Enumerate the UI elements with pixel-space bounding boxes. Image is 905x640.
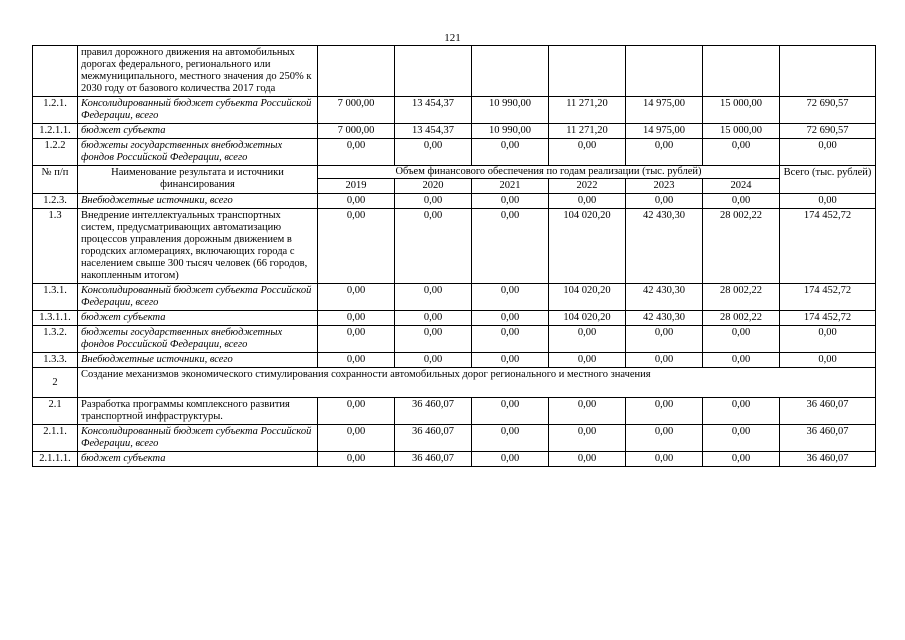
section-title: Создание механизмов экономического стимулирования сохранности автомобильных дорог регионального и местного значения — [78, 368, 876, 398]
row-value: 36 460,07 — [395, 452, 472, 467]
row-name: Консолидированный бюджет субъекта Российской Федерации, всего — [78, 425, 318, 452]
row-value: 0,00 — [472, 139, 549, 166]
row-value — [549, 46, 626, 97]
row-value: 0,00 — [703, 326, 780, 353]
row-value: 28 002,22 — [703, 209, 780, 284]
row-value: 14 975,00 — [626, 124, 703, 139]
row-value: 36 460,07 — [395, 425, 472, 452]
row-value: 104 020,20 — [549, 209, 626, 284]
header-num: № п/п — [33, 166, 78, 194]
header-year: 2022 — [549, 179, 626, 194]
row-total: 36 460,07 — [780, 452, 876, 467]
row-number: 2.1.1.1. — [33, 452, 78, 467]
row-total: 36 460,07 — [780, 398, 876, 425]
row-name: Консолидированный бюджет субъекта Российской Федерации, всего — [78, 284, 318, 311]
row-total: 174 452,72 — [780, 209, 876, 284]
table-row — [33, 46, 876, 97]
row-value: 0,00 — [318, 284, 395, 311]
row-value: 0,00 — [549, 194, 626, 209]
row-value: 0,00 — [549, 353, 626, 368]
row-value: 13 454,37 — [395, 124, 472, 139]
row-name: бюджеты государственных внебюджетных фондов Российской Федерации, всего — [78, 326, 318, 353]
row-total: 72 690,57 — [780, 97, 876, 124]
row-value: 0,00 — [549, 398, 626, 425]
row-value: 10 990,00 — [472, 97, 549, 124]
row-value: 0,00 — [472, 311, 549, 326]
header-year: 2023 — [626, 179, 703, 194]
row-value: 0,00 — [703, 398, 780, 425]
row-value: 42 430,30 — [626, 311, 703, 326]
row-total: 0,00 — [780, 326, 876, 353]
row-value: 0,00 — [703, 194, 780, 209]
table-row — [33, 398, 876, 425]
row-total: 36 460,07 — [780, 425, 876, 452]
row-value — [703, 46, 780, 97]
row-name: бюджеты государственных внебюджетных фондов Российской Федерации, всего — [78, 139, 318, 166]
row-number: 1.3.2. — [33, 326, 78, 353]
row-total: 0,00 — [780, 139, 876, 166]
row-value — [318, 46, 395, 97]
header-group: Объем финансового обеспечения по годам реализации (тыс. рублей) — [318, 166, 780, 179]
row-name: Внебюджетные источники, всего — [78, 353, 318, 368]
row-total — [780, 46, 876, 97]
row-value: 0,00 — [318, 139, 395, 166]
table-row — [33, 311, 876, 326]
row-value: 0,00 — [626, 425, 703, 452]
row-number: 2.1 — [33, 398, 78, 425]
header-year: 2020 — [395, 179, 472, 194]
table-row — [33, 452, 876, 467]
row-value: 0,00 — [626, 194, 703, 209]
row-value: 0,00 — [318, 425, 395, 452]
row-name: Внедрение интеллектуальных транспортных систем, предусматривающих автоматизацию процессов управления дорожным движением в городских агломерациях, включающих города с населением свыше 300 тысяч человек (66 городов, накопленным итогом) — [78, 209, 318, 284]
budget-table — [32, 45, 876, 467]
row-number: 1.3.1.1. — [33, 311, 78, 326]
row-value: 0,00 — [549, 452, 626, 467]
row-value: 0,00 — [472, 398, 549, 425]
row-value: 42 430,30 — [626, 209, 703, 284]
row-value: 0,00 — [395, 209, 472, 284]
header-row-1 — [33, 166, 876, 179]
row-value: 11 271,20 — [549, 124, 626, 139]
header-year: 2021 — [472, 179, 549, 194]
row-value: 0,00 — [318, 398, 395, 425]
row-number: 1.3 — [33, 209, 78, 284]
row-value: 0,00 — [472, 353, 549, 368]
row-value: 0,00 — [472, 425, 549, 452]
header-total: Всего (тыс. рублей) — [780, 166, 876, 194]
row-value: 13 454,37 — [395, 97, 472, 124]
table-row — [33, 353, 876, 368]
row-value: 0,00 — [395, 326, 472, 353]
row-value: 0,00 — [626, 398, 703, 425]
table-row — [33, 139, 876, 166]
row-value: 0,00 — [626, 353, 703, 368]
row-value: 0,00 — [318, 209, 395, 284]
row-value: 15 000,00 — [703, 97, 780, 124]
row-value: 0,00 — [395, 311, 472, 326]
row-value: 0,00 — [318, 452, 395, 467]
row-value: 0,00 — [549, 139, 626, 166]
row-name: бюджет субъекта — [78, 452, 318, 467]
row-number: 1.2.2 — [33, 139, 78, 166]
table-row — [33, 326, 876, 353]
table-header — [33, 166, 876, 194]
section-number: 2 — [33, 368, 78, 398]
row-value: 104 020,20 — [549, 311, 626, 326]
row-total: 174 452,72 — [780, 284, 876, 311]
row-total: 174 452,72 — [780, 311, 876, 326]
row-value: 11 271,20 — [549, 97, 626, 124]
row-value: 0,00 — [703, 139, 780, 166]
table-row — [33, 284, 876, 311]
table-row — [33, 194, 876, 209]
row-name: бюджет субъекта — [78, 124, 318, 139]
row-value: 7 000,00 — [318, 124, 395, 139]
row-value — [626, 46, 703, 97]
row-value: 0,00 — [318, 353, 395, 368]
row-number: 2.1.1. — [33, 425, 78, 452]
section-row — [33, 368, 876, 398]
row-value: 0,00 — [395, 284, 472, 311]
row-value: 0,00 — [395, 194, 472, 209]
row-number: 1.2.1. — [33, 97, 78, 124]
row-value: 0,00 — [472, 209, 549, 284]
row-value: 0,00 — [703, 425, 780, 452]
row-value: 0,00 — [703, 353, 780, 368]
table-body-bottom — [33, 194, 876, 368]
table-body-final — [33, 398, 876, 467]
row-value: 0,00 — [472, 326, 549, 353]
row-name: Внебюджетные источники, всего — [78, 194, 318, 209]
row-value: 0,00 — [626, 139, 703, 166]
row-value: 0,00 — [626, 326, 703, 353]
row-value: 0,00 — [472, 452, 549, 467]
row-value: 0,00 — [472, 284, 549, 311]
row-value: 0,00 — [472, 194, 549, 209]
row-value: 14 975,00 — [626, 97, 703, 124]
row-number: 1.2.1.1. — [33, 124, 78, 139]
row-number: 1.2.3. — [33, 194, 78, 209]
row-value — [395, 46, 472, 97]
row-total: 0,00 — [780, 194, 876, 209]
row-value: 15 000,00 — [703, 124, 780, 139]
header-year: 2019 — [318, 179, 395, 194]
row-value: 0,00 — [549, 425, 626, 452]
row-number — [33, 46, 78, 97]
row-value: 0,00 — [318, 194, 395, 209]
table-row — [33, 124, 876, 139]
table-row — [33, 425, 876, 452]
row-value: 10 990,00 — [472, 124, 549, 139]
header-year: 2024 — [703, 179, 780, 194]
row-value: 36 460,07 — [395, 398, 472, 425]
table-row — [33, 209, 876, 284]
row-value: 0,00 — [703, 452, 780, 467]
table-row — [33, 97, 876, 124]
row-value: 28 002,22 — [703, 284, 780, 311]
row-total: 0,00 — [780, 353, 876, 368]
section-body — [33, 368, 876, 398]
row-value: 0,00 — [549, 326, 626, 353]
row-value: 0,00 — [395, 353, 472, 368]
row-value: 0,00 — [318, 311, 395, 326]
row-value: 28 002,22 — [703, 311, 780, 326]
header-name: Наименование результата и источники финансирования — [78, 166, 318, 194]
row-value: 0,00 — [395, 139, 472, 166]
row-total: 72 690,57 — [780, 124, 876, 139]
row-value: 104 020,20 — [549, 284, 626, 311]
page-number: 121 — [444, 32, 461, 44]
row-value: 42 430,30 — [626, 284, 703, 311]
row-value — [472, 46, 549, 97]
row-value: 0,00 — [318, 326, 395, 353]
row-value: 7 000,00 — [318, 97, 395, 124]
row-name: правил дорожного движения на автомобильных дорогах федерального, регионального или межмуниципального, местного значения до 250% к 2030 году от базового количества 2017 года — [78, 46, 318, 97]
table-body-top — [33, 46, 876, 166]
row-number: 1.3.3. — [33, 353, 78, 368]
row-value: 0,00 — [626, 452, 703, 467]
row-name: Консолидированный бюджет субъекта Российской Федерации, всего — [78, 97, 318, 124]
row-name: Разработка программы комплексного развития транспортной инфраструктуры. — [78, 398, 318, 425]
row-number: 1.3.1. — [33, 284, 78, 311]
row-name: бюджет субъекта — [78, 311, 318, 326]
